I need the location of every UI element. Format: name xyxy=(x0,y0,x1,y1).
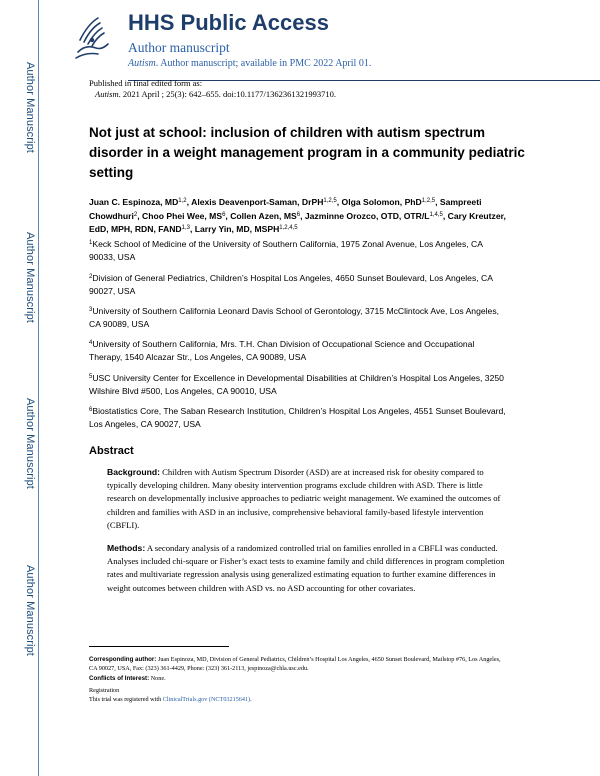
background-text: Children with Autism Spectrum Disorder (ASD) are at increased risk for obesity compared to typically developing children. Many obesity intervention programs exclude children with ASD. There is little research on developmentally inclusive approaches to pediatric weight management. We examined the outcomes of children and families with ASD in an inclusive, comprehensive behavioral family-based lifestyle intervention (CBFLI). xyxy=(107,467,501,530)
methods-label: Methods: xyxy=(107,543,146,553)
affiliation: $^2$Division of General Pediatrics, Children’s Hospital Los Angeles, 4650 Sunset Boulevard, Los Angeles, CA 90027, USA xyxy=(89,273,493,296)
background-label: Background: xyxy=(107,467,160,477)
author: Jazminne Orozco, OTD, OTR/$L^{1,4,5}$ xyxy=(304,210,443,221)
publication-info xyxy=(89,78,336,100)
author: Sampreeti Chowdhuri$^2$ xyxy=(89,197,482,221)
author: Olga Solomon, PhD$^{1,2,5}$ xyxy=(341,197,436,207)
author: Choo Phei Wee, $MS^6$ xyxy=(142,210,226,221)
published-line: Published in final edited form as: xyxy=(89,78,203,88)
methods-text: A secondary analysis of a randomized controlled trial on families enrolled in a CBFLI was conducted. Analyses included chi-square or Fisher’s exact tests to examine family and child differences in program completion rates and multivariate regression analysis using generalized estimating equation to further examine differences in weight outcomes between children with ASD vs. no ASD accounting for other covariates. xyxy=(107,543,505,593)
footnote-rule xyxy=(89,646,229,647)
trial-id-link[interactable]: (NCT03215641) xyxy=(208,696,251,703)
corresponding-author-note: Corresponding author: Juan Espinoza, MD, Division of General Pediatrics, Children’s Hospital Los Angeles, 4650 Sunset Boulevard, Mailstop #76, Los Angeles, CA 90027, USA, Fax: (323) 361-4429, Phone: (323) 361-2113, jespinoza@chla.usc.edu. xyxy=(89,656,501,672)
abstract-heading: Abstract xyxy=(89,445,134,457)
citation-text: . 2021 April ; 25(3): 642–655. doi:10.1177/1362361321993710. xyxy=(118,89,337,99)
author: Cary Kreutzer, EdD, MPH, RDN, FAND$^{1,3}$ xyxy=(89,210,506,234)
author-manuscript-sidebar xyxy=(0,0,40,776)
citation-line xyxy=(89,89,336,100)
article-title: Not just at school: inclusion of children with autism spectrum disorder in a weight management program in a community pediatric setting xyxy=(89,125,525,180)
hhs-subtitle: Author manuscript xyxy=(128,40,230,55)
journal-name: Autism xyxy=(128,58,156,69)
hhs-journal-line xyxy=(128,58,371,69)
clinicaltrials-link[interactable]: ClinicalTrials.gov xyxy=(162,696,208,703)
registration-label: Registration xyxy=(89,687,120,694)
abstract-methods xyxy=(107,542,507,595)
availability-text: . Author manuscript; available in PMC 2022 April 01. xyxy=(155,58,372,69)
sidebar-divider xyxy=(38,0,39,776)
sidebar-label: Author Manuscript xyxy=(24,62,36,153)
affiliation: $^5$USC University Center for Excellence in Developmental Disabilities at Children’s Hospital Los Angeles, 3250 Wilshire Blvd #500, Los Angeles, CA 90010, USA xyxy=(89,373,504,396)
sidebar-label: Author Manuscript xyxy=(24,232,36,323)
affiliation: $^4$University of Southern California, Mrs. T.H. Chan Division of Occupational Science and Occupational Therapy, 1540 Alcazar Str., Los Angeles, CA 90089, USA xyxy=(89,339,475,362)
author-list: Juan C. Espinoza, MD$^{1,2}$, Alexis Deavenport-Saman, DrPH$^{1,2,5}$, Olga Solomon, PhD$^{1,2,5}$, Sampreeti Chowdhuri$^2$, Choo Phei Wee, $MS^6$, Collen Azen, $MS^6$, Jazminne Orozco, OTD, OTR/$L^{1,4,5}$, Cary Kreutzer, EdD, MPH, RDN, FAND$^{1,3}$, Larry Yin, MD, MSPH$^{1,2,4,5}$ xyxy=(89,197,506,234)
author: Alexis Deavenport-Saman, DrPH$^{1,2,5}$ xyxy=(191,197,337,207)
citation-journal: Autism xyxy=(95,89,119,99)
author: Collen Azen, $MS^6$ xyxy=(230,210,301,221)
sidebar-label: Author Manuscript xyxy=(24,398,36,489)
hhs-title: HHS Public Access xyxy=(128,10,329,35)
affiliation: $^3$University of Southern California Leonard Davis School of Gerontology, 3715 McClintock Ave, Los Angeles, CA 90089, USA xyxy=(89,306,500,329)
hhs-header xyxy=(68,10,568,72)
author: Larry Yin, MD, MSPH$^{1,2,4,5}$ xyxy=(194,224,298,234)
abstract-background xyxy=(107,466,507,532)
conflicts-note: Conflicts of Interest: None. xyxy=(89,675,166,682)
sidebar-label: Author Manuscript xyxy=(24,565,36,656)
author: Juan C. Espinoza, MD$^{1,2}$ xyxy=(89,197,187,207)
hhs-eagle-logo-icon xyxy=(68,14,114,62)
registration-note: This trial was registered with ClinicalTrials.gov (NCT03215641). xyxy=(89,696,252,703)
affiliation: $^6$Biostatistics Core, The Saban Research Institution, Children’s Hospital Los Angeles, 4551 Sunset Boulevard, Los Angeles, CA 90027, USA xyxy=(89,406,506,429)
affiliation: $^1$Keck School of Medicine of the University of Southern California, 1975 Zonal Avenue, Los Angeles, CA 90033, USA xyxy=(89,239,483,262)
